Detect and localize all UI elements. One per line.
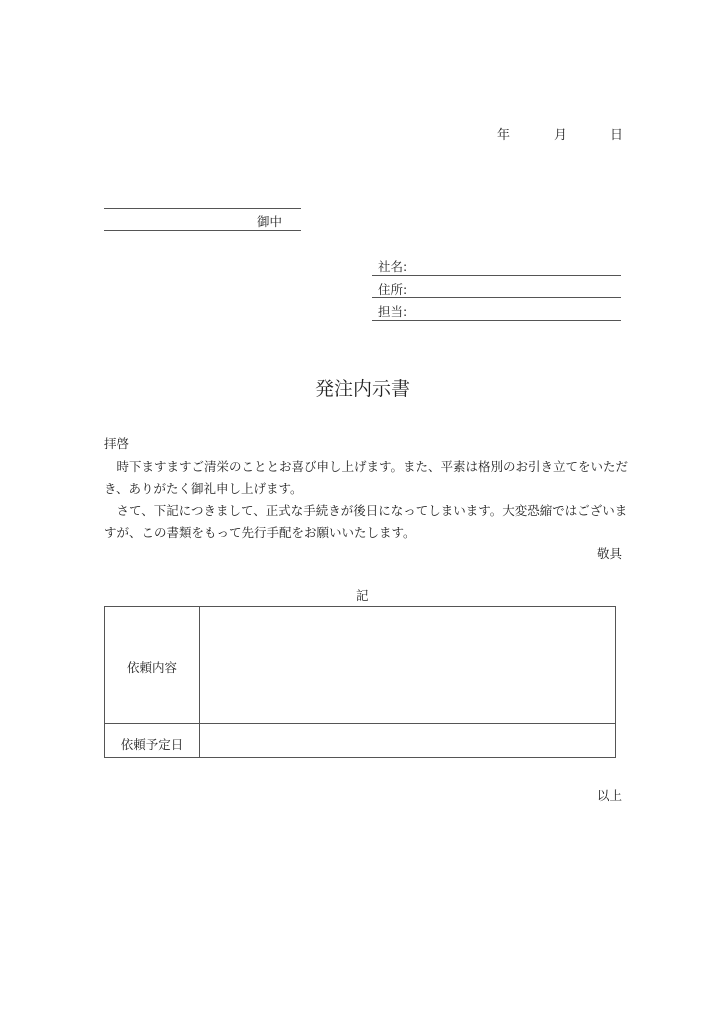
table-column-divider (199, 607, 200, 757)
opening-salutation: 拝啓 (104, 436, 130, 451)
address-label: 住所: (378, 282, 408, 297)
body-line-3: さて、下記につきまして、正式な手続きが後日になってしまいます。大変恐縮ではございま (104, 503, 628, 518)
company-rule (372, 275, 621, 276)
scheduled-date-label: 依頼予定日 (120, 737, 184, 752)
body-line-1: 時下ますますご清栄のこととお喜び申し上げます。また、平素は格別のお引き立てをいただ (104, 459, 629, 474)
person-label: 担当: (378, 304, 408, 319)
company-label: 社名: (378, 259, 408, 274)
end-mark: 以上 (597, 788, 623, 803)
recipient-suffix: 御中 (257, 214, 283, 229)
ki-heading: 記 (356, 588, 369, 603)
date-day-label: 日 (610, 128, 624, 143)
date-month-label: 月 (554, 128, 568, 143)
body-line-4: すが、この書類をもって先行手配をお願いいたします。 (104, 525, 416, 540)
order-table (104, 606, 616, 758)
date-year-label: 年 (497, 128, 511, 143)
table-row-divider (105, 723, 615, 724)
recipient-bottom-rule (104, 230, 301, 231)
recipient-top-rule (104, 208, 301, 209)
body-line-2: き、ありがたく御礼申し上げます。 (104, 481, 303, 496)
request-content-label: 依頼内容 (126, 660, 177, 675)
person-rule (372, 320, 621, 321)
closing-salutation: 敬具 (597, 546, 623, 561)
address-rule (372, 297, 621, 298)
document-title: 発注内示書 (314, 378, 410, 400)
